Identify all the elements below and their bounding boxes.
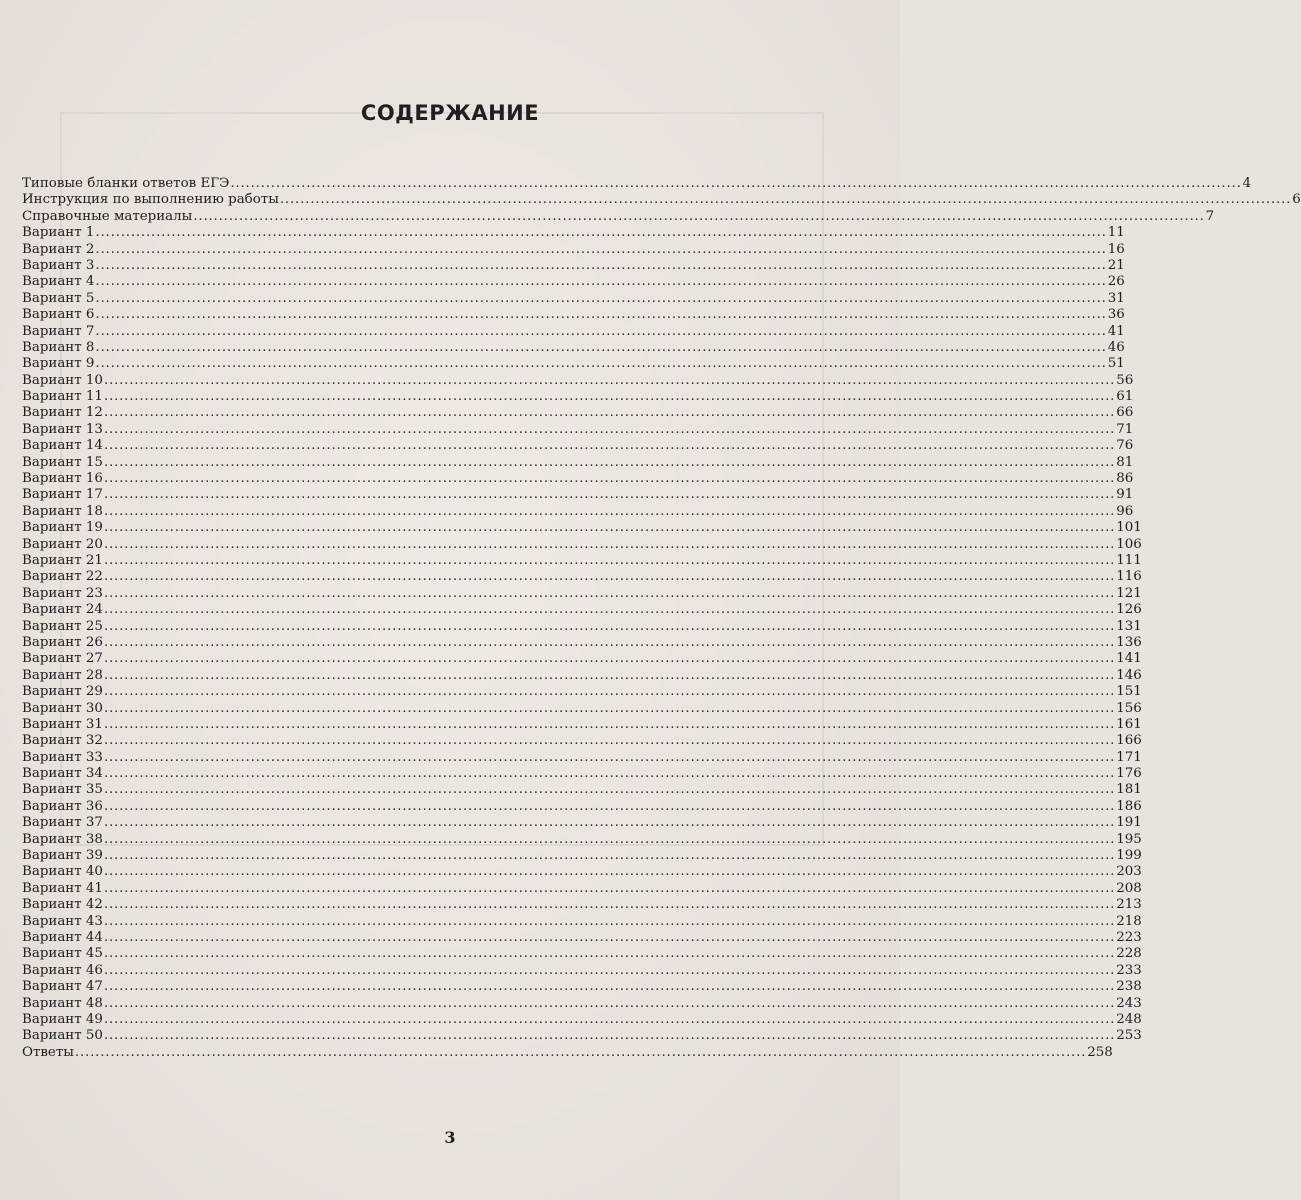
toc-entry-label: Вариант 44 xyxy=(22,929,103,945)
dot-leader: ........................................................................................................................................................................................................ xyxy=(103,684,1116,700)
toc-entry-label: Вариант 29 xyxy=(22,684,103,700)
toc-entry-label: Вариант 4 xyxy=(22,274,95,290)
toc-entry xyxy=(22,815,1142,831)
dot-leader: ........................................................................................................................................................................................................ xyxy=(103,602,1116,618)
dot-leader: ........................................................................................................................................................................................................ xyxy=(103,471,1116,487)
dot-leader: ........................................................................................................................................................................................................ xyxy=(103,1028,1116,1044)
toc-entry xyxy=(22,454,1134,471)
toc-entry-label: Вариант 39 xyxy=(22,848,103,864)
toc-entry xyxy=(22,356,1125,372)
toc-entry-page: 258 xyxy=(1087,1044,1113,1060)
dot-leader: ........................................................................................................................................................................................................ xyxy=(103,864,1116,880)
toc-entry-label: Вариант 27 xyxy=(22,651,103,667)
toc-entry-label: Вариант 49 xyxy=(22,1011,103,1027)
toc-entry xyxy=(22,471,1134,487)
dot-leader: ........................................................................................................................................................................................................ xyxy=(103,667,1116,683)
toc-entry xyxy=(22,716,1142,733)
dot-leader: ........................................................................................................................................................................................................ xyxy=(103,585,1116,601)
dot-leader: ........................................................................................................................................................................................................ xyxy=(103,766,1116,782)
toc-entry-page: 21 xyxy=(1107,257,1125,273)
toc-entry-label: Вариант 33 xyxy=(22,749,103,765)
toc-entry xyxy=(22,520,1142,536)
toc-entry xyxy=(22,487,1134,503)
toc-entry-label: Вариант 28 xyxy=(22,667,103,683)
toc-entry-label: Справочные материалы xyxy=(22,208,193,224)
toc-entry xyxy=(22,831,1142,848)
toc-entry xyxy=(22,864,1142,880)
toc-entry-page: 91 xyxy=(1116,487,1134,503)
toc-entry-page: 176 xyxy=(1116,766,1142,782)
toc-entry-page: 195 xyxy=(1116,831,1142,847)
toc-entry-label: Вариант 48 xyxy=(22,995,103,1011)
toc-entry-page: 111 xyxy=(1116,552,1142,568)
toc-entry-label: Вариант 42 xyxy=(22,897,103,913)
toc-entry xyxy=(22,602,1142,618)
toc-entry-page: 213 xyxy=(1116,897,1142,913)
toc-entry xyxy=(22,962,1142,979)
toc-entry-page: 199 xyxy=(1116,848,1142,864)
dot-leader: ........................................................................................................................................................................................................ xyxy=(103,897,1116,913)
toc-entry-label: Вариант 2 xyxy=(22,241,95,257)
toc-entry-page: 126 xyxy=(1116,602,1142,618)
toc-entry-label: Вариант 21 xyxy=(22,552,103,568)
toc-entry-label: Вариант 50 xyxy=(22,1028,103,1044)
toc-entry-label: Вариант 11 xyxy=(22,389,103,405)
dot-leader: ........................................................................................................................................................................................................ xyxy=(103,716,1116,732)
toc-entry-label: Типовые бланки ответов ЕГЭ xyxy=(22,176,230,191)
toc-entry-page: 86 xyxy=(1116,471,1134,487)
toc-entry xyxy=(22,569,1142,585)
toc-entry-page: 41 xyxy=(1107,323,1125,339)
toc-entry xyxy=(22,389,1134,405)
toc-entry-page: 101 xyxy=(1116,520,1142,536)
table-of-contents xyxy=(22,176,1301,1061)
toc-entry xyxy=(22,913,1142,930)
dot-leader: ........................................................................................................................................................................................................ xyxy=(103,552,1116,568)
toc-entry-label: Вариант 9 xyxy=(22,356,95,372)
dot-leader: ........................................................................................................................................................................................................ xyxy=(103,1011,1116,1027)
toc-entry-label: Вариант 31 xyxy=(22,716,103,732)
toc-entry-page: 96 xyxy=(1116,503,1134,519)
toc-entry-page: 51 xyxy=(1107,356,1125,372)
toc-entry-page: 156 xyxy=(1116,700,1142,716)
toc-entry xyxy=(22,946,1142,962)
toc-entry xyxy=(22,634,1142,651)
toc-entry-label: Вариант 38 xyxy=(22,831,103,847)
toc-entry-page: 4 xyxy=(1242,176,1252,191)
toc-entry xyxy=(22,274,1125,290)
toc-entry-page: 46 xyxy=(1107,339,1125,355)
toc-entry xyxy=(22,208,1215,225)
toc-entry-label: Вариант 13 xyxy=(22,421,103,437)
dot-leader: ........................................................................................................................................................................................................ xyxy=(95,257,1107,273)
toc-entry-label: Вариант 5 xyxy=(22,290,95,306)
toc-entry-page: 218 xyxy=(1116,913,1142,929)
dot-leader: ........................................................................................................................................................................................................ xyxy=(103,913,1116,929)
toc-entry-page: 181 xyxy=(1116,782,1142,798)
dot-leader: ........................................................................................................................................................................................................ xyxy=(103,454,1116,470)
toc-entry-page: 141 xyxy=(1116,651,1142,667)
toc-entry-page: 171 xyxy=(1116,749,1142,765)
toc-entry-label: Вариант 7 xyxy=(22,323,95,339)
toc-entry-page: 191 xyxy=(1116,815,1142,831)
toc-entry-label: Вариант 17 xyxy=(22,487,103,503)
dot-leader: ........................................................................................................................................................................................................ xyxy=(103,503,1116,519)
toc-entry-page: 61 xyxy=(1116,389,1134,405)
toc-entry-page: 146 xyxy=(1116,667,1142,683)
toc-entry-page: 81 xyxy=(1116,454,1134,470)
toc-entry xyxy=(22,307,1125,323)
dot-leader: ........................................................................................................................................................................................................ xyxy=(103,569,1116,585)
toc-entry xyxy=(22,257,1125,274)
toc-entry xyxy=(22,651,1142,667)
dot-leader: ........................................................................................................................................................................................................ xyxy=(103,618,1116,634)
toc-entry-page: 186 xyxy=(1116,798,1142,814)
toc-entry-label: Вариант 25 xyxy=(22,618,103,634)
toc-entry-label: Инструкция по выполнению работы xyxy=(22,192,279,208)
toc-entry xyxy=(22,192,1301,208)
toc-entry xyxy=(22,880,1142,897)
toc-entry xyxy=(22,405,1134,421)
dot-leader: ........................................................................................................................................................................................................ xyxy=(103,520,1116,536)
toc-entry-page: 6 xyxy=(1292,192,1301,208)
toc-entry-label: Вариант 12 xyxy=(22,405,103,421)
dot-leader: ........................................................................................................................................................................................................ xyxy=(103,798,1116,814)
toc-entry-label: Вариант 10 xyxy=(22,372,103,388)
toc-entry xyxy=(22,733,1142,749)
toc-entry-page: 31 xyxy=(1107,290,1125,306)
toc-entry xyxy=(22,766,1142,782)
dot-leader: ........................................................................................................................................................................................................ xyxy=(103,487,1116,503)
toc-entry-label: Вариант 20 xyxy=(22,536,103,552)
toc-entry-label: Вариант 6 xyxy=(22,307,95,323)
toc-entry-label: Вариант 8 xyxy=(22,339,95,355)
toc-entry xyxy=(22,782,1142,798)
toc-entry-label: Вариант 37 xyxy=(22,815,103,831)
dot-leader: ........................................................................................................................................................................................................ xyxy=(103,995,1116,1011)
dot-leader: ........................................................................................................................................................................................................ xyxy=(103,700,1116,716)
toc-entry-label: Вариант 23 xyxy=(22,585,103,601)
page-number: 3 xyxy=(444,1128,456,1147)
toc-entry-page: 71 xyxy=(1116,421,1134,437)
toc-entry xyxy=(22,585,1142,602)
toc-entry xyxy=(22,979,1142,995)
toc-entry-label: Вариант 47 xyxy=(22,979,103,995)
toc-entry xyxy=(22,798,1142,815)
toc-entry-page: 26 xyxy=(1107,274,1125,290)
dot-leader: ........................................................................................................................................................................................................ xyxy=(103,880,1116,896)
toc-entry-page: 223 xyxy=(1116,929,1142,945)
dot-leader: ........................................................................................................................................................................................................ xyxy=(95,307,1107,323)
toc-entry xyxy=(22,1044,1113,1061)
page-title: СОДЕРЖАНИЕ xyxy=(360,101,540,125)
toc-entry-label: Вариант 22 xyxy=(22,569,103,585)
toc-entry-page: 136 xyxy=(1116,634,1142,650)
toc-entry-label: Вариант 24 xyxy=(22,602,103,618)
toc-entry-label: Вариант 1 xyxy=(22,225,95,241)
toc-entry xyxy=(22,323,1125,340)
toc-entry-label: Вариант 14 xyxy=(22,438,103,454)
toc-entry xyxy=(22,749,1142,766)
dot-leader: ........................................................................................................................................................................................................ xyxy=(103,634,1116,650)
dot-leader: ........................................................................................................................................................................................................ xyxy=(95,356,1107,372)
toc-entry-page: 228 xyxy=(1116,946,1142,962)
toc-entry xyxy=(22,1028,1142,1044)
toc-entry-label: Вариант 41 xyxy=(22,880,103,896)
toc-entry-label: Вариант 36 xyxy=(22,798,103,814)
dot-leader: ........................................................................................................................................................................................................ xyxy=(103,749,1116,765)
toc-entry xyxy=(22,1011,1142,1028)
toc-entry-page: 248 xyxy=(1116,1011,1142,1027)
toc-entry xyxy=(22,684,1142,700)
toc-entry-label: Вариант 30 xyxy=(22,700,103,716)
toc-entry xyxy=(22,552,1142,569)
toc-entry-page: 253 xyxy=(1116,1028,1142,1044)
toc-entry-page: 36 xyxy=(1107,307,1125,323)
dot-leader: ........................................................................................................................................................................................................ xyxy=(103,815,1116,831)
dot-leader: ........................................................................................................................................................................................................ xyxy=(279,192,1292,208)
toc-entry-label: Вариант 15 xyxy=(22,454,103,470)
dot-leader: ........................................................................................................................................................................................................ xyxy=(193,208,1205,224)
dot-leader: ........................................................................................................................................................................................................ xyxy=(103,651,1116,667)
toc-entry xyxy=(22,929,1142,946)
toc-entry-page: 66 xyxy=(1116,405,1134,421)
toc-entry-label: Вариант 40 xyxy=(22,864,103,880)
dot-leader: ........................................................................................................................................................................................................ xyxy=(95,339,1107,355)
dot-leader: ........................................................................................................................................................................................................ xyxy=(103,421,1116,437)
toc-entry xyxy=(22,290,1125,307)
dot-leader: ........................................................................................................................................................................................................ xyxy=(103,979,1116,995)
toc-entry xyxy=(22,667,1142,684)
toc-entry xyxy=(22,372,1134,389)
dot-leader: ........................................................................................................................................................................................................ xyxy=(103,438,1116,454)
dot-leader: ........................................................................................................................................................................................................ xyxy=(103,929,1116,945)
dot-leader: ........................................................................................................................................................................................................ xyxy=(103,831,1116,847)
toc-entry xyxy=(22,339,1125,356)
toc-entry-label: Вариант 19 xyxy=(22,520,103,536)
toc-entry-page: 76 xyxy=(1116,438,1134,454)
toc-entry-page: 16 xyxy=(1107,241,1125,257)
toc-entry xyxy=(22,995,1142,1012)
toc-entry-label: Вариант 46 xyxy=(22,962,103,978)
dot-leader: ........................................................................................................................................................................................................ xyxy=(95,241,1107,257)
toc-entry-page: 203 xyxy=(1116,864,1142,880)
dot-leader: ........................................................................................................................................................................................................ xyxy=(230,176,1242,191)
toc-entry xyxy=(22,848,1142,864)
toc-entry-page: 208 xyxy=(1116,880,1142,896)
dot-leader: ........................................................................................................................................................................................................ xyxy=(103,536,1116,552)
toc-entry-label: Вариант 18 xyxy=(22,503,103,519)
toc-entry-page: 56 xyxy=(1116,372,1134,388)
dot-leader: ........................................................................................................................................................................................................ xyxy=(95,225,1107,241)
dot-leader: ........................................................................................................................................................................................................ xyxy=(103,372,1116,388)
toc-entry-page: 161 xyxy=(1116,716,1142,732)
toc-entry xyxy=(22,897,1142,913)
toc-entry xyxy=(22,421,1134,438)
toc-entry-page: 116 xyxy=(1116,569,1142,585)
toc-entry-label: Вариант 3 xyxy=(22,257,95,273)
toc-entry-label: Вариант 32 xyxy=(22,733,103,749)
toc-entry-page: 151 xyxy=(1116,684,1142,700)
toc-entry xyxy=(22,176,1252,192)
toc-entry-label: Вариант 45 xyxy=(22,946,103,962)
toc-entry-label: Ответы xyxy=(22,1044,74,1060)
dot-leader: ........................................................................................................................................................................................................ xyxy=(103,405,1116,421)
dot-leader: ........................................................................................................................................................................................................ xyxy=(103,389,1116,405)
toc-entry-page: 7 xyxy=(1205,208,1215,224)
toc-entry-page: 233 xyxy=(1116,962,1142,978)
dot-leader: ........................................................................................................................................................................................................ xyxy=(74,1044,1087,1060)
toc-entry-page: 238 xyxy=(1116,979,1142,995)
dot-leader: ........................................................................................................................................................................................................ xyxy=(95,274,1107,290)
toc-entry-label: Вариант 26 xyxy=(22,634,103,650)
dot-leader: ........................................................................................................................................................................................................ xyxy=(103,782,1116,798)
toc-entry xyxy=(22,225,1125,241)
toc-entry xyxy=(22,536,1142,553)
toc-entry-page: 243 xyxy=(1116,995,1142,1011)
toc-entry-label: Вариант 16 xyxy=(22,471,103,487)
toc-entry-page: 11 xyxy=(1107,225,1125,241)
toc-entry-label: Вариант 43 xyxy=(22,913,103,929)
dot-leader: ........................................................................................................................................................................................................ xyxy=(95,323,1107,339)
toc-entry xyxy=(22,618,1142,635)
toc-entry xyxy=(22,503,1134,520)
toc-entry xyxy=(22,438,1134,454)
toc-entry xyxy=(22,241,1125,258)
toc-entry-label: Вариант 34 xyxy=(22,766,103,782)
toc-entry-page: 131 xyxy=(1116,618,1142,634)
dot-leader: ........................................................................................................................................................................................................ xyxy=(103,848,1116,864)
toc-entry-page: 121 xyxy=(1116,585,1142,601)
toc-entry-page: 106 xyxy=(1116,536,1142,552)
toc-entry-page: 166 xyxy=(1116,733,1142,749)
toc-entry xyxy=(22,700,1142,717)
dot-leader: ........................................................................................................................................................................................................ xyxy=(103,733,1116,749)
dot-leader: ........................................................................................................................................................................................................ xyxy=(103,946,1116,962)
toc-entry-label: Вариант 35 xyxy=(22,782,103,798)
dot-leader: ........................................................................................................................................................................................................ xyxy=(103,962,1116,978)
dot-leader: ........................................................................................................................................................................................................ xyxy=(95,290,1107,306)
